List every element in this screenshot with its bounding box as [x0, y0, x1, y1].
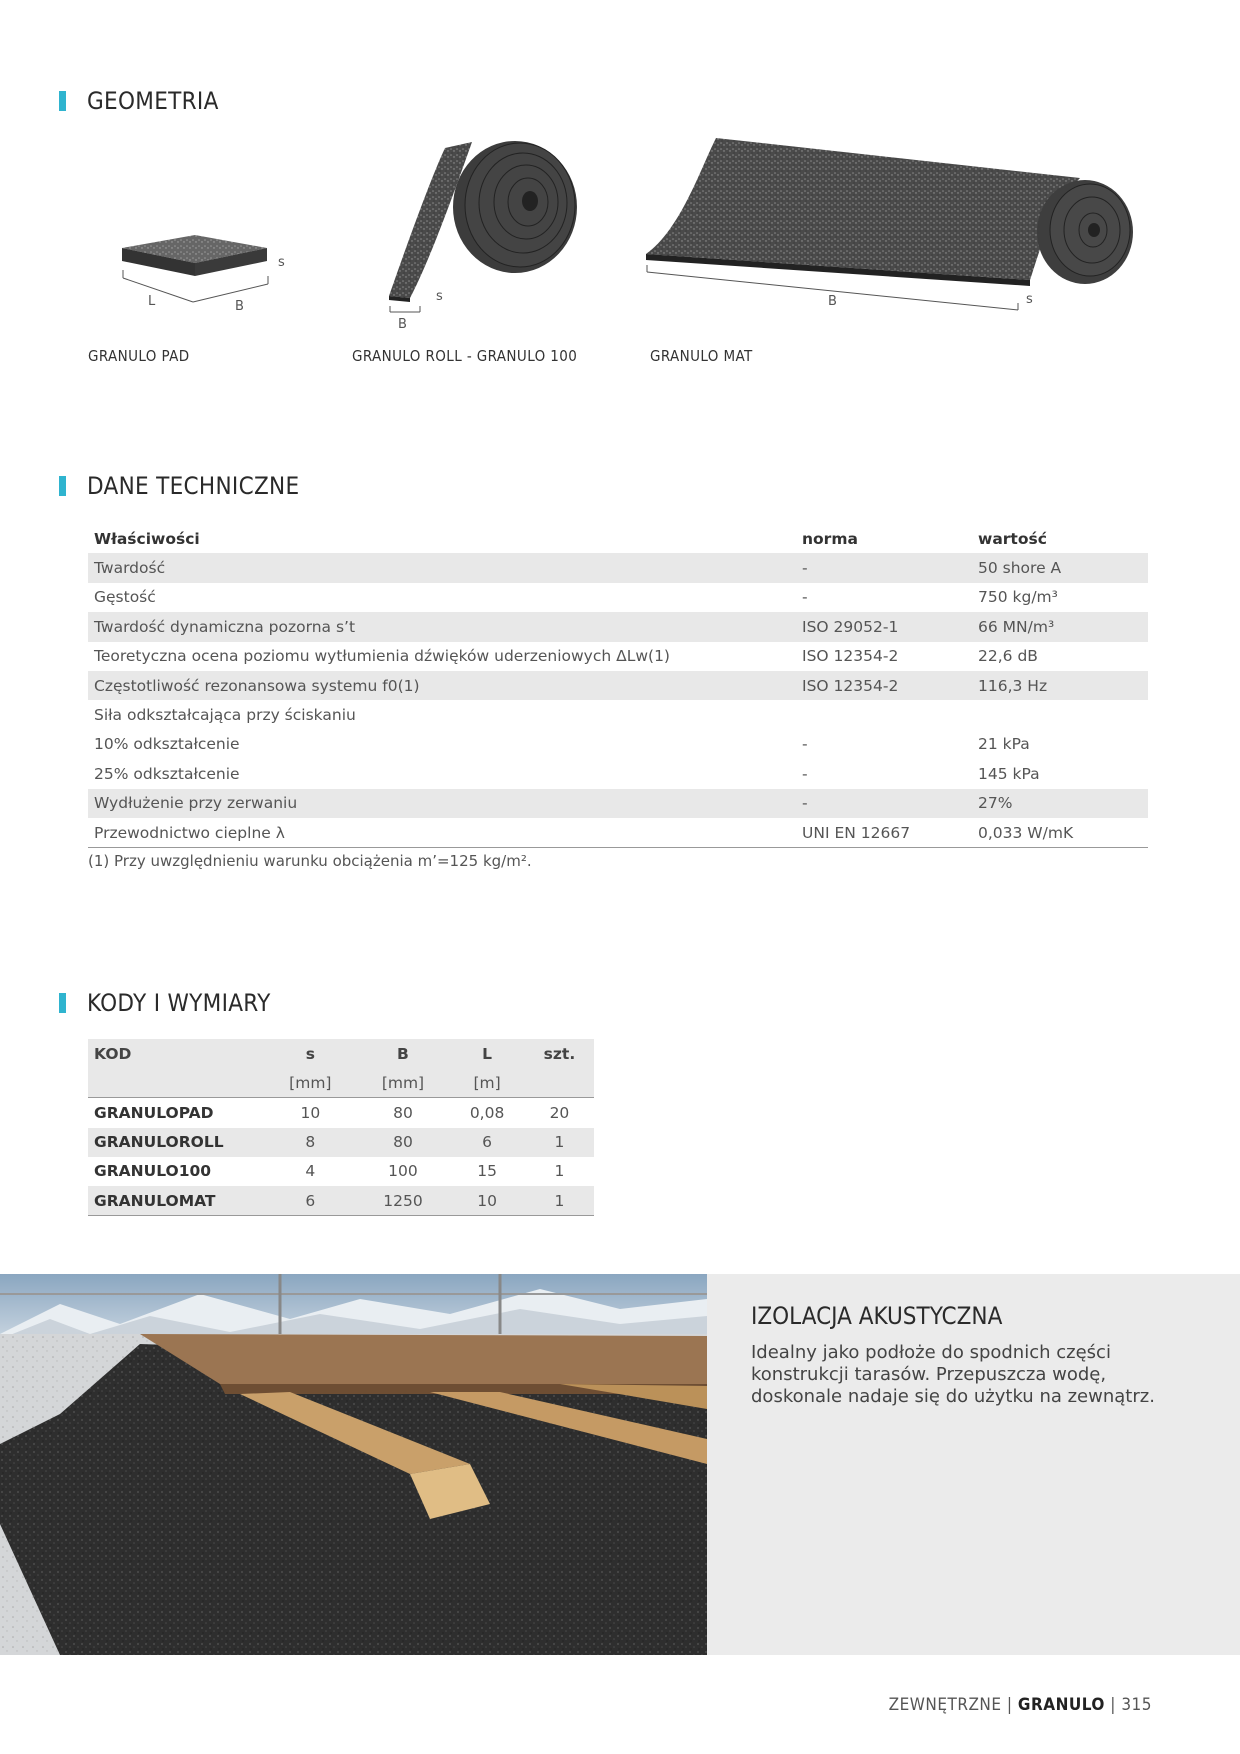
info-text: Idealny jako podłoże do spodnich części konstrukcji tarasów. Przepuszcza wodę, doskonale nadaje się do użytku na zewnątrz. [751, 1342, 1155, 1407]
cell-value: 66 MN/m³ [972, 612, 1148, 641]
table-row [88, 700, 1148, 729]
info-panel [707, 1274, 1240, 1655]
cell-l: 0,08 [469, 1103, 505, 1122]
cell-code: GRANULO100 [94, 1162, 212, 1181]
section-title-geometria: GEOMETRIA [87, 87, 219, 115]
cell-value: 0,033 W/mK [972, 818, 1148, 848]
label-granulo-mat: GRANULO MAT [650, 347, 753, 365]
footer-product: GRANULO [1017, 1695, 1105, 1715]
accent-bar [59, 91, 66, 111]
table-header-row [88, 524, 1148, 553]
table-row [88, 1186, 594, 1216]
cell-b: 100 [388, 1162, 418, 1181]
unit-cell [525, 1068, 594, 1098]
section-title-kody: KODY I WYMIARY [87, 989, 271, 1017]
cell-prop: Twardość [88, 553, 796, 582]
dim-b: B [235, 299, 244, 314]
table-row [88, 612, 1148, 641]
cell-prop: 10% odkształcenie [94, 735, 240, 754]
accent-bar [59, 993, 66, 1013]
label-granulo-pad: GRANULO PAD [88, 347, 190, 365]
technical-data-table [88, 524, 1148, 848]
unit-cell: [mm] [357, 1068, 450, 1098]
dim-s: s [278, 255, 285, 270]
header-b: B [357, 1039, 450, 1068]
cell-norm: - [802, 735, 808, 754]
table-row [88, 1128, 594, 1157]
unit-cell: [mm] [264, 1068, 357, 1098]
geometry-illustrations [0, 130, 1240, 340]
info-title: IZOLACJA AKUSTYCZNA [751, 1302, 1003, 1330]
cell-s: 4 [305, 1162, 316, 1181]
table-row [88, 789, 1148, 818]
table-row [88, 642, 1148, 671]
header-s: s [264, 1039, 357, 1068]
cell-norm: - [802, 588, 808, 607]
cell-b: 80 [357, 1128, 450, 1157]
header-szt: szt. [525, 1039, 594, 1068]
header-kod: KOD [88, 1039, 264, 1068]
cell-value: 50 shore A [972, 553, 1148, 582]
granulo-pad-illustration [122, 235, 285, 314]
cell-norm: ISO 12354-2 [802, 647, 899, 666]
table-row [88, 553, 1148, 582]
cell-prop: Siła odkształcająca przy ściskaniu [94, 706, 356, 725]
table-row [88, 671, 1148, 700]
section-geometria [59, 87, 219, 115]
header-value: wartość [978, 529, 1047, 548]
dim-s: s [436, 289, 443, 304]
table-row [88, 1157, 594, 1186]
cell-value: 22,6 dB [978, 647, 1038, 666]
cell-norm: - [796, 789, 972, 818]
section-kody [59, 989, 271, 1017]
cell-norm: UNI EN 12667 [796, 818, 972, 848]
cell-norm [796, 700, 972, 729]
cell-l: 10 [449, 1186, 525, 1216]
table-row [88, 1098, 594, 1128]
table-row [88, 759, 1148, 788]
cell-s: 8 [264, 1128, 357, 1157]
cell-value: 21 kPa [978, 735, 1030, 754]
table-units-row [88, 1068, 594, 1098]
label-granulo-roll: GRANULO ROLL - GRANULO 100 [352, 347, 578, 365]
cell-qty: 20 [549, 1103, 570, 1122]
section-title-dane: DANE TECHNICZNE [87, 472, 300, 500]
cell-value: 145 kPa [978, 764, 1040, 783]
cell-s: 10 [300, 1103, 321, 1122]
granulo-roll-illustration [389, 141, 577, 332]
dim-b: B [828, 294, 837, 309]
page-footer: ZEWNĘTRZNE | GRANULO | 315 [888, 1695, 1152, 1715]
footnote: (1) Przy uwzględnieniu warunku obciążenia m’=125 kg/m². [88, 852, 532, 870]
cell-code: GRANULOMAT [88, 1186, 264, 1216]
cell-code: GRANULOROLL [88, 1128, 264, 1157]
cell-prop: Przewodnictwo cieplne λ [88, 818, 796, 848]
cell-prop: Twardość dynamiczna pozorna s’t [88, 612, 796, 641]
unit-cell: [m] [449, 1068, 525, 1098]
unit-cell [88, 1068, 264, 1098]
cell-value [972, 700, 1148, 729]
cell-value: 750 kg/m³ [978, 588, 1058, 607]
header-l: L [449, 1039, 525, 1068]
table-row [88, 730, 1148, 759]
cell-prop: Teoretyczna ocena poziomu wytłumienia dźwięków uderzeniowych ΔLw(1) [94, 647, 670, 666]
dim-b: B [398, 317, 407, 332]
table-row [88, 818, 1148, 848]
codes-table [88, 1039, 594, 1216]
cell-l: 15 [477, 1162, 497, 1181]
section-dane-techniczne [59, 472, 299, 500]
cell-prop: Częstotliwość rezonansowa systemu f0(1) [88, 671, 796, 700]
cell-code: GRANULOPAD [94, 1103, 214, 1122]
cell-norm: ISO 29052-1 [796, 612, 972, 641]
cell-qty: 1 [525, 1128, 594, 1157]
page-number: 315 [1121, 1695, 1152, 1715]
footer-section: ZEWNĘTRZNE [888, 1695, 1002, 1715]
table-row [88, 583, 1148, 612]
cell-norm: - [802, 764, 808, 783]
cell-s: 6 [264, 1186, 357, 1216]
cell-prop: 25% odkształcenie [94, 764, 240, 783]
granulo-mat-illustration [646, 138, 1133, 310]
cell-l: 6 [449, 1128, 525, 1157]
cell-b: 80 [393, 1103, 413, 1122]
cell-norm: - [796, 553, 972, 582]
table-header-row [88, 1039, 594, 1068]
cell-value: 27% [972, 789, 1148, 818]
cell-b: 1250 [357, 1186, 450, 1216]
cell-norm: ISO 12354-2 [796, 671, 972, 700]
cell-prop: Gęstość [94, 588, 156, 607]
accent-bar [59, 476, 66, 496]
dim-l: L [148, 294, 156, 309]
cell-qty: 1 [525, 1186, 594, 1216]
terrace-photo [0, 1274, 707, 1655]
cell-value: 116,3 Hz [972, 671, 1148, 700]
cell-qty: 1 [554, 1162, 565, 1181]
cell-prop: Wydłużenie przy zerwaniu [88, 789, 796, 818]
header-norm: norma [802, 529, 858, 548]
dim-s: s [1026, 292, 1033, 307]
header-properties: Właściwości [94, 529, 200, 548]
